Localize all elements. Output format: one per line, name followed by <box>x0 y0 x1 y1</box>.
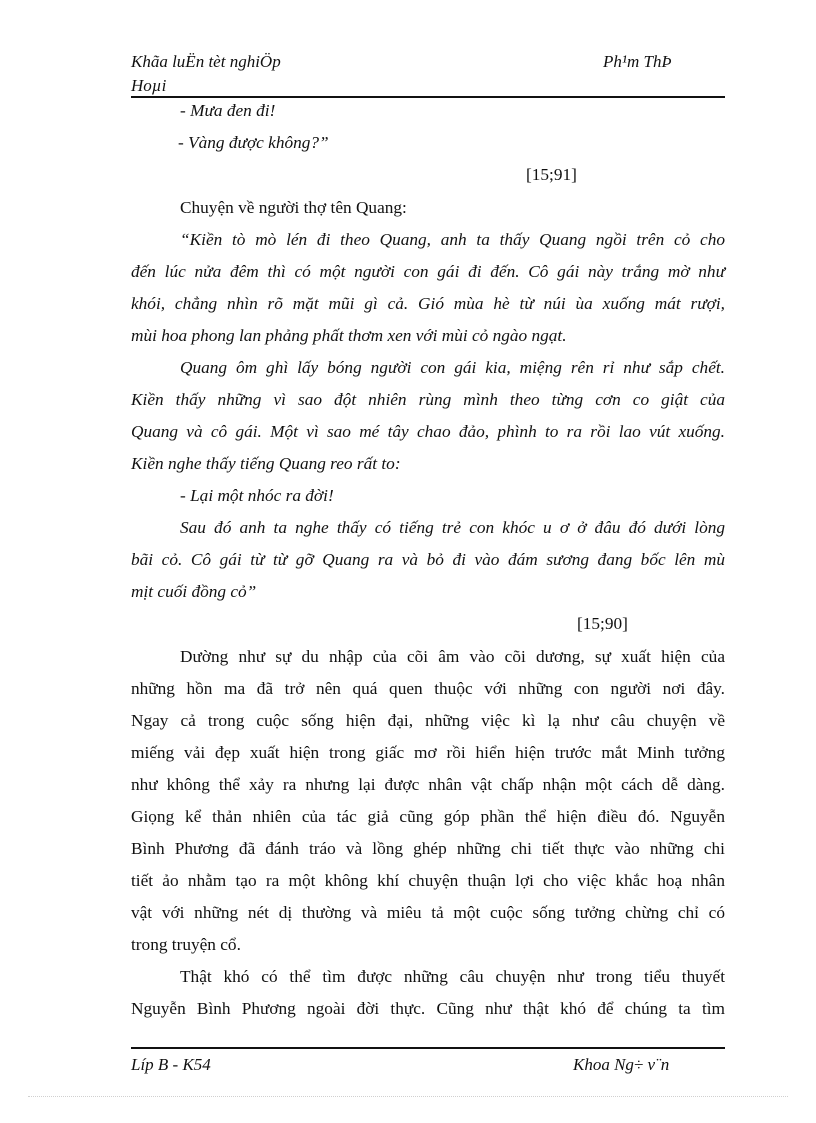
quote-line: đến lúc nửa đêm thì có một người con gái đi đến. Cô gái này trắng mờ như <box>131 262 725 281</box>
paragraph-line: Nguyễn Bình Phương ngoài đời thực. Cũng như thật khó để chúng ta tìm <box>131 999 725 1018</box>
paragraph-line: Giọng kể thản nhiên của tác giả cũng góp phần thể hiện điều đó. Nguyễn <box>131 807 725 826</box>
quote-line: Sau đó anh ta nghe thấy có tiếng trẻ con khóc u ơ ở đâu đó dưới lòng <box>180 518 725 537</box>
citation: [15;91] <box>526 165 577 184</box>
dialogue-line: - Vàng được không?” <box>178 133 329 152</box>
paragraph-line: vật với những nét dị thường và miêu tả một cuộc sống tưởng chừng chỉ có <box>131 903 725 922</box>
paragraph-line: Thật khó có thể tìm được những câu chuyện như trong tiểu thuyết <box>180 967 725 986</box>
footer-right: Khoa Ng÷ v¨n <box>573 1055 670 1074</box>
footer-left: Líp B - K54 <box>131 1055 211 1074</box>
paragraph-line: những hồn ma đã trở nên quá quen thuộc với những con người nơi đây. <box>131 679 725 698</box>
quote-line: mịt cuối đồng cỏ” <box>131 582 257 601</box>
quote-line: khói, chẳng nhìn rõ mặt mũi gì cả. Gió mùa hè từ núi ùa xuống mát rượi, <box>131 294 725 313</box>
header-right: Ph¹m ThÞ <box>603 52 672 71</box>
quote-line: bãi cỏ. Cô gái từ từ gỡ Quang ra và bỏ đi vào đám sương đang bốc lên mù <box>131 550 725 569</box>
quote-line: Quang ôm ghì lấy bóng người con gái kia, miệng rên rỉ như sắp chết. <box>180 358 725 377</box>
page-edge-divider <box>28 1096 788 1097</box>
paragraph-line: Bình Phương đã đánh tráo và lồng ghép những chi tiết thực vào những chi <box>131 839 725 858</box>
header-left-line1: Khãa luËn tèt nghiÖp <box>131 52 281 71</box>
paragraph-line: Ngay cả trong cuộc sống hiện đại, những việc kì lạ như câu chuyện về <box>131 711 725 730</box>
header-rule <box>131 96 725 98</box>
paragraph-line: trong truyện cổ. <box>131 935 241 954</box>
quote-line: Kiền thấy những vì sao đột nhiên rùng mình theo từng cơn co giật của <box>131 390 725 409</box>
paragraph-line: Chuyện về người thợ tên Quang: <box>180 198 407 217</box>
paragraph-line: miếng vải đẹp xuất hiện trong giấc mơ rồi hiển hiện trước mắt Minh tưởng <box>131 743 725 762</box>
quote-line: “Kiền tò mò lén đi theo Quang, anh ta thấy Quang ngồi trên cỏ cho <box>180 230 725 249</box>
citation: [15;90] <box>577 614 628 633</box>
quote-line: - Lại một nhóc ra đời! <box>180 486 334 505</box>
dialogue-line: - Mưa đen đi! <box>180 101 276 120</box>
header-left-line2: Hoµi <box>131 76 167 95</box>
paragraph-line: Dường như sự du nhập của cõi âm vào cõi dương, sự xuất hiện của <box>180 647 725 666</box>
paragraph-line: như không thể xảy ra nhưng lại được nhân vật chấp nhận một cách dễ dàng. <box>131 775 725 794</box>
quote-line: Kiền nghe thấy tiếng Quang reo rất to: <box>131 454 401 473</box>
header-left <box>131 50 431 98</box>
footer-rule <box>131 1047 725 1049</box>
paragraph-line: tiết ảo nhằm tạo ra một không khí chuyện thuận lợi cho việc khắc hoạ nhân <box>131 871 725 890</box>
quote-line: mùi hoa phong lan phảng phất thơm xen với mùi cỏ ngào ngạt. <box>131 326 567 345</box>
quote-line: Quang và cô gái. Một vì sao mé tây chao đảo, phình to ra rồi lao vút xuống. <box>131 422 725 441</box>
